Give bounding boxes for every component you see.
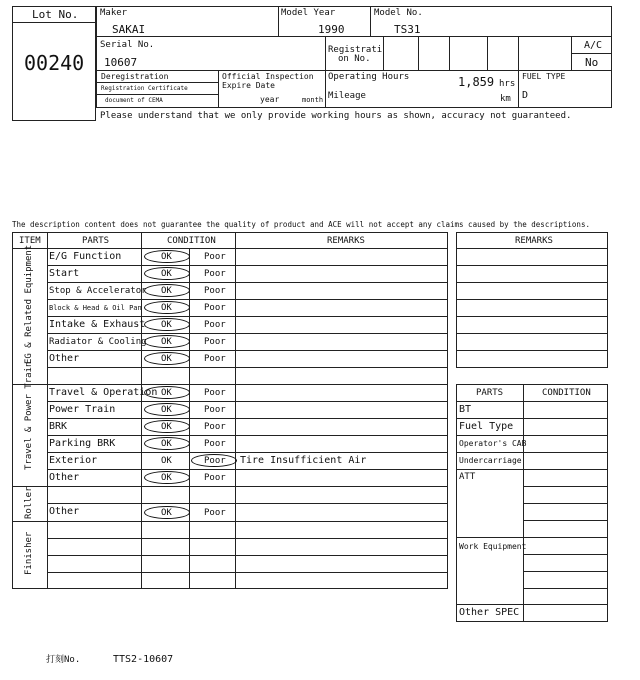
divider [456, 333, 608, 334]
notice-text: Please understand that we only provide working hours as shown, accuracy not guaranteed. [100, 111, 572, 121]
remarks-frame [456, 232, 608, 368]
poor-label: Poor [204, 337, 226, 347]
ok-label: OK [161, 354, 172, 364]
poor-label: Poor [204, 388, 226, 398]
divider [383, 36, 384, 70]
poor-label: Poor [204, 508, 226, 518]
divider [456, 401, 608, 402]
disclaimer: The description content does not guarantee the quality of product and ACE will not accept any claims caused by the descriptions. [12, 220, 590, 229]
ok-label: OK [161, 405, 172, 415]
divider [523, 554, 608, 555]
divider [47, 367, 448, 368]
divider [456, 604, 608, 605]
divider [325, 36, 326, 108]
ok-label: OK [161, 337, 172, 347]
operating-hours-value: 1,859 [458, 75, 495, 89]
dereg-cert-label: Registration Certificate [101, 85, 188, 92]
dereg-label: Deregistration [101, 72, 169, 81]
part-label: Stop & Accelerator [49, 286, 147, 296]
year-label: year [260, 95, 280, 104]
hrs-unit: hrs [499, 79, 516, 89]
ok-label: OK [161, 320, 172, 330]
poor-label: Poor [204, 473, 226, 483]
poor-label: Poor [204, 269, 226, 279]
part-label: Radiator & Cooling [49, 337, 147, 347]
divider [456, 299, 608, 300]
right-part-label: Other SPEC [459, 607, 520, 618]
part-label: Power Train [49, 404, 116, 415]
divider [47, 435, 448, 436]
lot-label: Lot No. [32, 8, 79, 21]
dereg-doc-label: document of CEMA [105, 97, 163, 104]
divider [456, 435, 608, 436]
ok-label: OK [161, 473, 172, 483]
divider [47, 350, 448, 351]
poor-label: Poor [204, 405, 226, 415]
divider [47, 452, 448, 453]
divider [96, 70, 612, 71]
ac-label: A/C [584, 40, 603, 51]
divider [218, 70, 219, 108]
col-item: ITEM [19, 236, 41, 246]
remarks-header: REMARKS [515, 236, 553, 246]
divider [47, 538, 448, 539]
fuel-type-value: D [522, 90, 529, 101]
right-part-label: Operator's CAB [459, 439, 527, 448]
divider [47, 299, 448, 300]
part-label: Other [49, 353, 80, 364]
divider [47, 333, 448, 334]
part-label: Travel & Operation [49, 387, 158, 398]
inspection-label-2: Expire Date [222, 81, 275, 90]
divider [523, 486, 608, 487]
poor-label: Poor [204, 422, 226, 432]
operating-hours-label: Operating Hours [328, 72, 410, 82]
condition-header: CONDITION [542, 388, 591, 398]
right-part-label: Work Equipment [459, 542, 527, 551]
divider [278, 6, 279, 36]
divider [96, 36, 612, 37]
divider [47, 555, 448, 556]
divider [487, 36, 488, 70]
divider [47, 469, 448, 470]
divider [418, 36, 419, 70]
fuel-type-label: FUEL TYPE [522, 72, 566, 81]
divider [456, 282, 608, 283]
registration-label-2: on No. [338, 54, 371, 64]
poor-label: Poor [204, 456, 226, 466]
model-year-value: 1990 [318, 23, 345, 36]
divider [96, 94, 218, 95]
ok-label: OK [161, 456, 172, 466]
divider [47, 572, 448, 573]
stamp-value: TTS2-10607 [113, 654, 174, 665]
model-no-label: Model No. [374, 8, 423, 18]
divider [235, 232, 236, 589]
lot-number: 00240 [24, 51, 85, 75]
divider [47, 503, 448, 504]
group-label-finisher: Finisher [24, 531, 34, 575]
divider [456, 418, 608, 419]
right-part-label: Undercarriage [459, 456, 522, 465]
group-label-travel: Travel & Power Train [24, 361, 34, 470]
col-parts: PARTS [82, 236, 110, 246]
divider [12, 521, 448, 522]
divider [47, 282, 448, 283]
ok-label: OK [161, 303, 172, 313]
poor-label: Poor [204, 286, 226, 296]
right-part-label: ATT [459, 472, 476, 482]
divider [523, 571, 608, 572]
poor-label: Poor [204, 320, 226, 330]
col-remarks: REMARKS [327, 236, 365, 246]
model-year-label: Model Year [281, 8, 336, 18]
ok-label: OK [161, 508, 172, 518]
poor-label: Poor [204, 252, 226, 262]
part-label: Other [49, 506, 80, 517]
part-label: E/G Function [49, 251, 122, 262]
group-label-roller: Roller [24, 486, 34, 519]
divider [12, 384, 448, 385]
serial-label: Serial No. [100, 40, 155, 50]
divider [12, 22, 96, 23]
ac-value: No [585, 56, 599, 69]
inspection-label: Official Inspection [222, 72, 314, 81]
part-label: Parking BRK [49, 438, 116, 449]
month-label: month [302, 96, 324, 104]
poor-label: Poor [204, 439, 226, 449]
divider [518, 36, 519, 108]
part-label: Exterior [49, 455, 98, 466]
divider [456, 316, 608, 317]
part-label: Block & Head & Oil Pan [49, 304, 142, 312]
model-no-value: TS31 [394, 23, 421, 36]
divider [571, 36, 572, 70]
divider [571, 53, 612, 54]
divider [47, 265, 448, 266]
right-part-label: Fuel Type [459, 421, 514, 432]
divider [449, 36, 450, 70]
divider [456, 265, 608, 266]
parts-header: PARTS [476, 388, 504, 398]
ok-label: OK [161, 269, 172, 279]
divider [523, 520, 608, 521]
serial-value: 10607 [104, 56, 138, 69]
poor-label: Poor [204, 303, 226, 313]
part-label: Start [49, 268, 80, 279]
registration-label: Registrati [328, 45, 383, 55]
divider [47, 232, 48, 589]
ok-label: OK [161, 252, 172, 262]
group-label-eg: EG & Related Equipment [24, 244, 34, 364]
right-part-label: BT [459, 404, 472, 415]
divider [456, 350, 608, 351]
divider [96, 82, 218, 83]
maker-value: SAKAI [112, 23, 146, 36]
stamp-label: 打刻No. [46, 655, 81, 665]
divider [456, 469, 608, 470]
divider [456, 537, 608, 538]
divider [370, 6, 371, 36]
ok-label: OK [161, 388, 172, 398]
divider [12, 248, 448, 249]
ok-label: OK [161, 439, 172, 449]
divider [47, 316, 448, 317]
divider [523, 588, 608, 589]
divider [47, 401, 448, 402]
maker-label: Maker [100, 8, 128, 18]
part-label: BRK [49, 421, 68, 432]
col-condition: CONDITION [167, 236, 216, 246]
divider [523, 503, 608, 504]
mileage-label: Mileage [328, 91, 366, 101]
ok-label: OK [161, 286, 172, 296]
divider [12, 486, 448, 487]
part-label: Intake & Exhaust [49, 319, 146, 330]
part-label: Other [49, 472, 80, 483]
divider [47, 418, 448, 419]
km-unit: km [500, 94, 511, 104]
exterior-remark: Tire Insufficient Air [240, 455, 367, 466]
divider [456, 452, 608, 453]
divider [456, 248, 608, 249]
poor-label: Poor [204, 354, 226, 364]
ok-label: OK [161, 422, 172, 432]
